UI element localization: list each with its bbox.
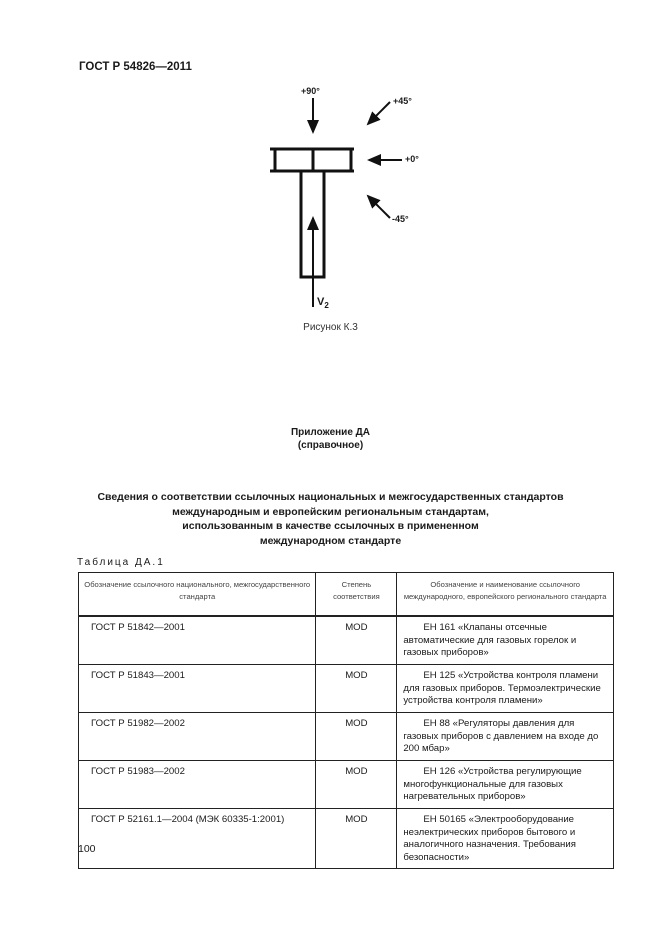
appendix-heading — [0, 426, 661, 452]
section-title-line: Сведения о соответствии ссылочных национальных и межгосударственных стандартов — [97, 491, 564, 503]
table-row — [79, 761, 614, 809]
appendix-title: Приложение ДА — [290, 427, 371, 438]
cell-international: ЕН 88 «Регуляторы давления для газовых приборов с давлением на входе до 200 мбар» — [397, 713, 614, 761]
section-title — [40, 490, 621, 548]
table-row — [79, 616, 614, 665]
label-velocity: $V_2$ — [317, 296, 329, 311]
standards-table — [78, 572, 614, 869]
header-national: Обозначение ссылочного национального, межгосударственного стандарта — [79, 573, 316, 617]
page-number: 100 — [78, 843, 96, 855]
section-title-line: использованным в качестве ссылочных в примененном — [182, 520, 479, 532]
cell-degree: MOD — [316, 616, 397, 665]
table-header-row — [79, 573, 614, 617]
cell-degree: MOD — [316, 809, 397, 869]
probe-orientation-diagram — [0, 0, 661, 320]
arrow-plus45 — [368, 102, 390, 124]
cell-national: ГОСТ Р 51842—2001 — [79, 616, 316, 665]
section-title-line: международном стандарте — [259, 534, 402, 547]
cell-national: ГОСТ Р 51843—2001 — [79, 665, 316, 713]
header-degree: Степень соответствия — [316, 573, 397, 617]
table-row — [79, 665, 614, 713]
header-international: Обозначение и наименование ссылочного международного, европейского регионального стандарта — [397, 573, 614, 617]
figure-k3 — [0, 0, 661, 320]
section-title-line: международным и европейским региональным стандартам, — [172, 505, 489, 518]
label-minus45: -45° — [392, 214, 409, 224]
figure-caption: Рисунок К.3 — [303, 322, 358, 333]
cell-international: ЕН 125 «Устройства контроля пламени для газовых приборов. Термоэлектрические устройства контроля пламени» — [397, 665, 614, 713]
cell-international: ЕН 50165 «Электрооборудование неэлектрических приборов бытового и аналогичного назначения. Требования безопасности» — [397, 809, 614, 869]
cell-national: ГОСТ Р 51983—2002 — [79, 761, 316, 809]
appendix-subtitle: (справочное) — [297, 440, 364, 451]
cell-national: ГОСТ Р 52161.1—2004 (МЭК 60335-1:2001) — [79, 809, 316, 869]
cell-degree: MOD — [316, 713, 397, 761]
document-header: ГОСТ Р 54826—2011 — [79, 61, 192, 73]
cell-degree: MOD — [316, 665, 397, 713]
label-plus90: +90° — [301, 86, 320, 96]
arrow-minus45 — [368, 196, 390, 218]
cell-national: ГОСТ Р 51982—2002 — [79, 713, 316, 761]
table-row — [79, 713, 614, 761]
table-caption: Таблица ДА.1 — [77, 557, 165, 568]
cell-international: ЕН 161 «Клапаны отсечные автоматические для газовых горелок и газовых приборов» — [397, 616, 614, 665]
cell-degree: MOD — [316, 761, 397, 809]
label-plus45: +45° — [393, 96, 412, 106]
cell-international: ЕН 126 «Устройства регулирующие многофункциональные для газовых нагревательных приборов» — [397, 761, 614, 809]
label-plus0: +0° — [405, 154, 419, 164]
table-row — [79, 809, 614, 869]
